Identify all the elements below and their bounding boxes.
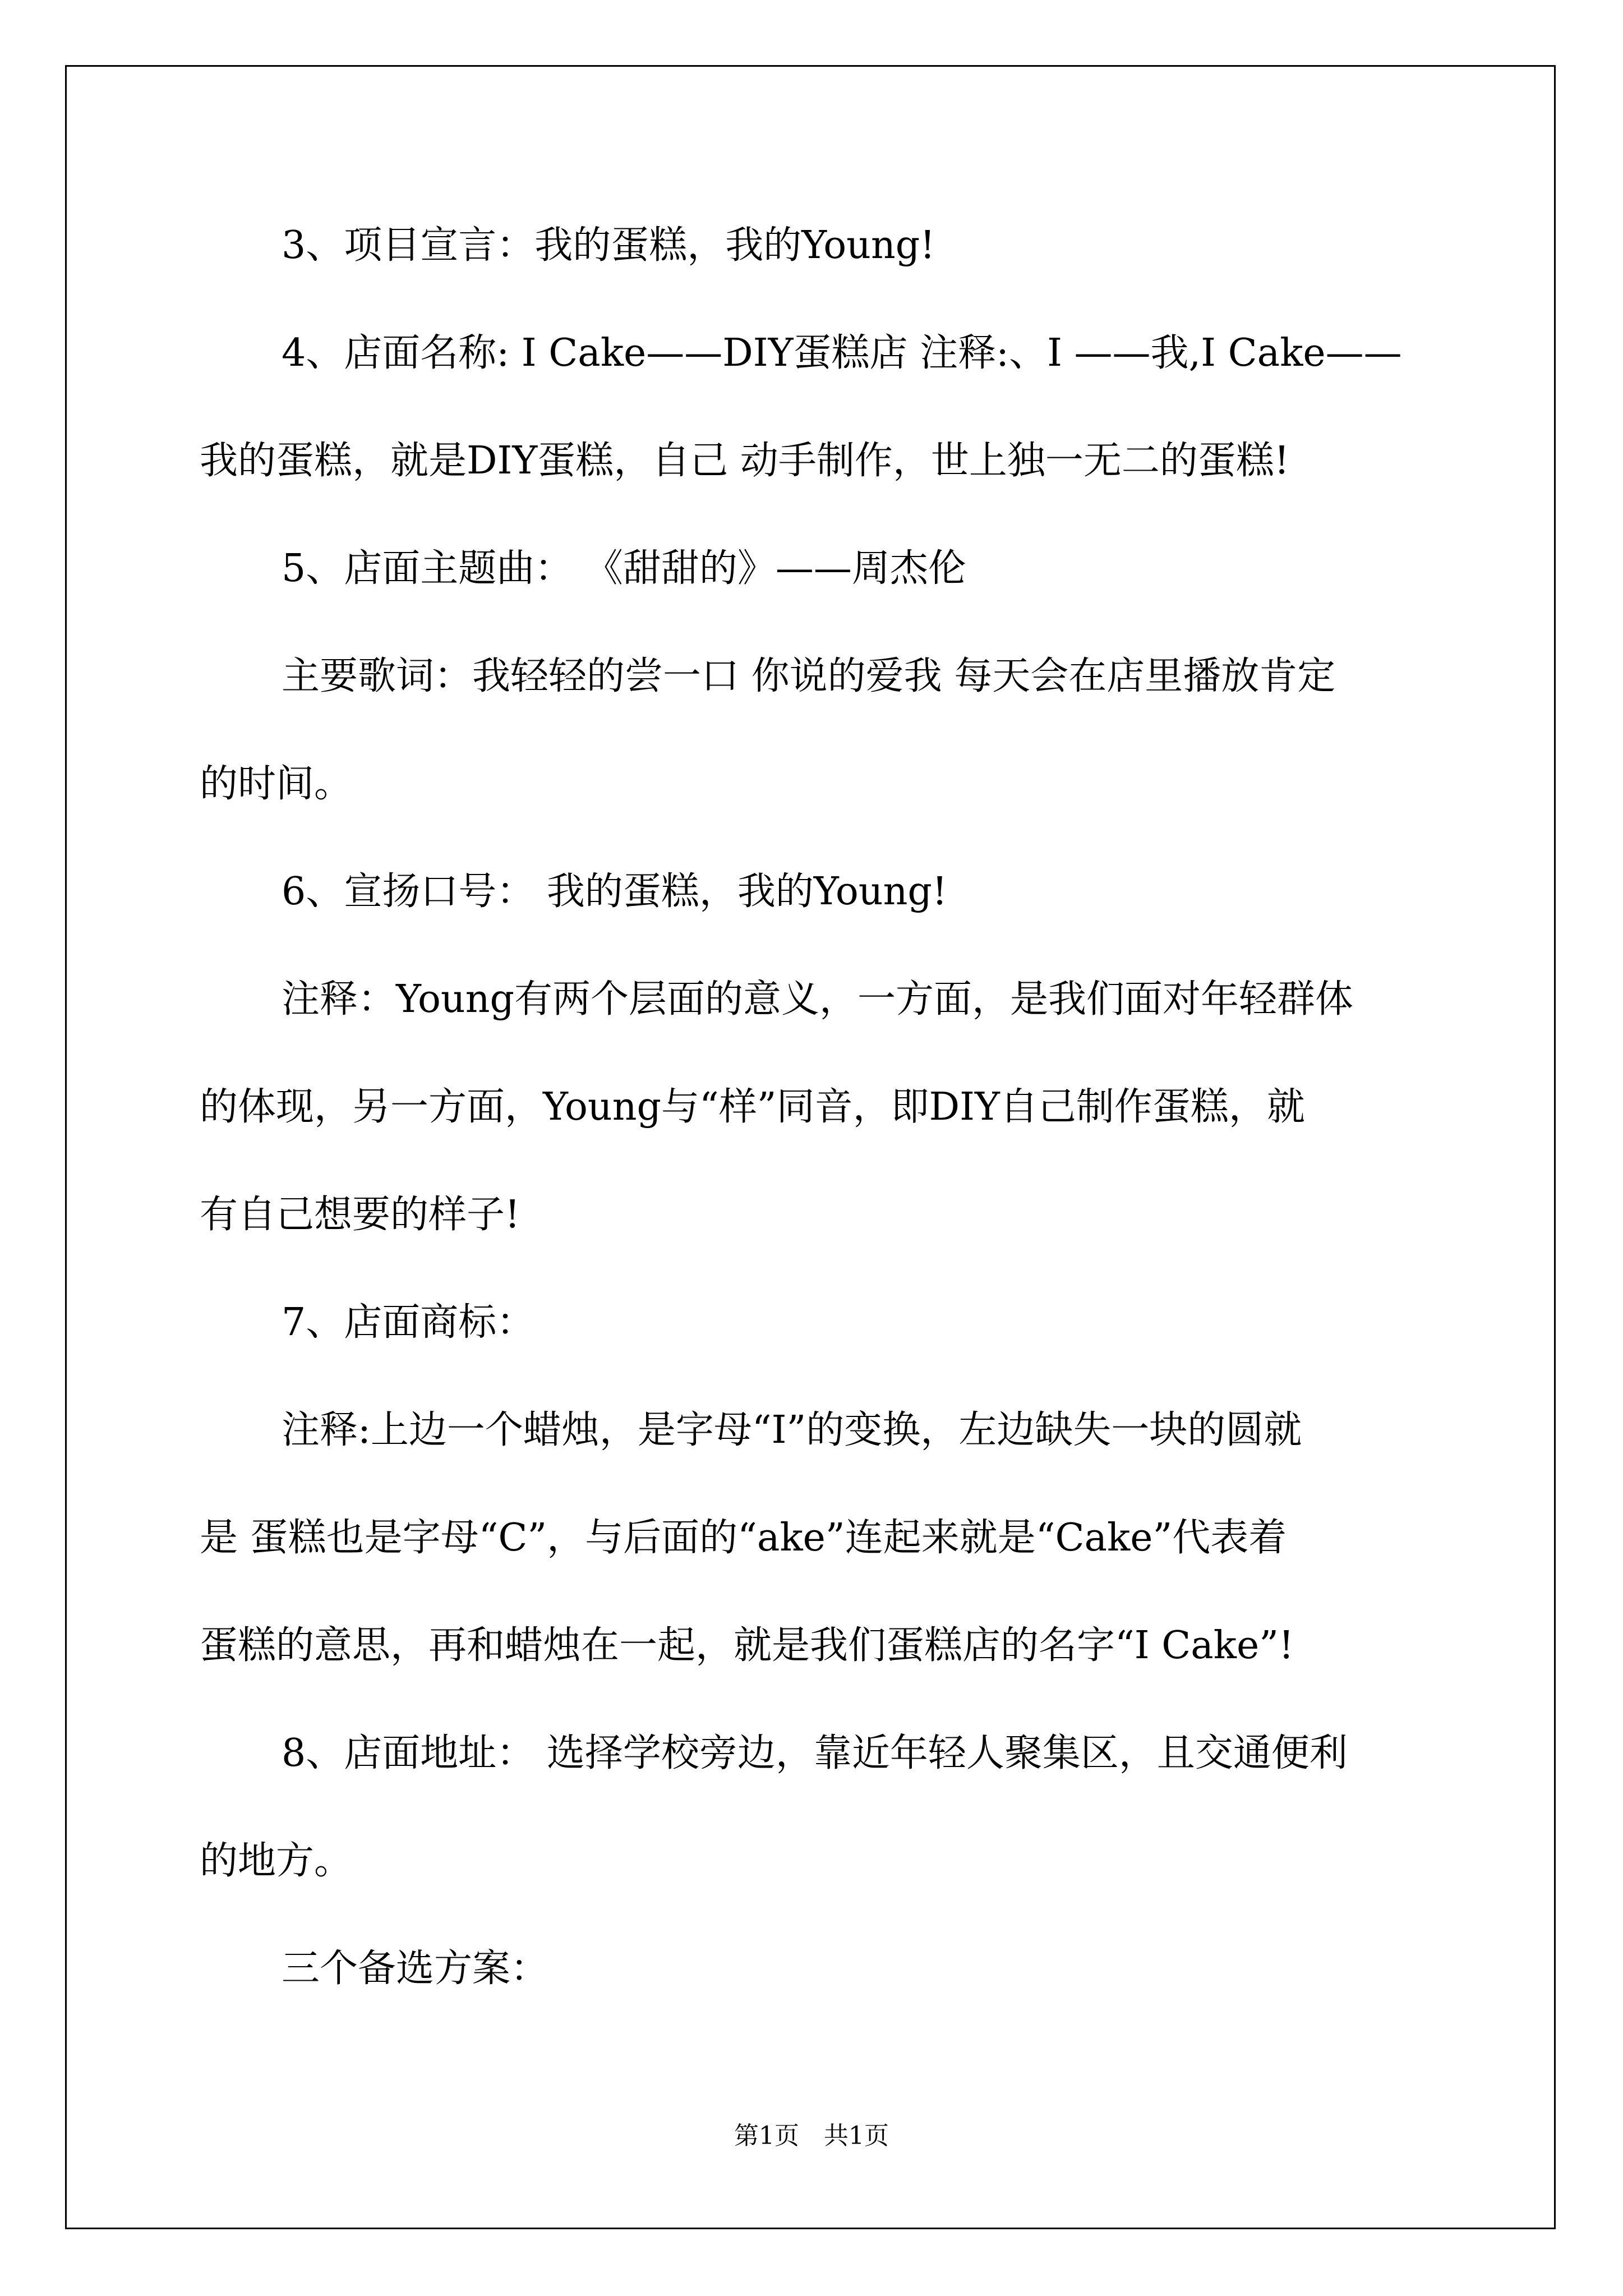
- paragraph-lyrics-cont: 的时间。: [200, 762, 353, 806]
- paragraph-young-note-cont-2: 有自己想要的样子!: [200, 1193, 520, 1237]
- paragraph-lyrics: 主要歌词：我轻轻的尝一口 你说的爱我 每天会在店里播放肯定: [282, 654, 1336, 698]
- paragraph-logo-note-cont-2: 蛋糕的意思，再和蜡烛在一起，就是我们蛋糕店的名字“I Cake”!: [200, 1623, 1294, 1668]
- paragraph-store-name: 4、店面名称: I Cake——DIY蛋糕店 注释:、I ——我,I Cake——: [282, 331, 1402, 375]
- page-number-footer: 第1页 共1页: [734, 2122, 889, 2150]
- paragraph-logo-note: 注释:上边一个蜡烛，是字母“I”的变换，左边缺失一块的圆就: [282, 1408, 1302, 1452]
- document-body: [200, 219, 1428, 1996]
- paragraph-store-name-cont: 我的蛋糕，就是DIY蛋糕，自己 动手制作，世上独一无二的蛋糕!: [200, 439, 1290, 483]
- paragraph-logo: 7、店面商标：: [282, 1300, 535, 1345]
- paragraph-options: 三个备选方案：: [282, 1947, 549, 1991]
- paragraph-promo-slogan: 6、宣扬口号： 我的蛋糕，我的Young!: [282, 869, 948, 914]
- paragraph-address: 8、店面地址： 选择学校旁边，靠近年轻人聚集区，且交通便利: [282, 1731, 1348, 1775]
- paragraph-young-note: 注释：Young有两个层面的意义，一方面，是我们面对年轻群体: [282, 977, 1354, 1022]
- paragraph-theme-song: 5、店面主题曲： 《甜甜的》——周杰伦: [282, 546, 966, 591]
- paragraph-slogan: 3、项目宣言：我的蛋糕，我的Young!: [282, 223, 935, 268]
- paragraph-young-note-cont-1: 的体现，另一方面，Young与“样”同音，即DIY自己制作蛋糕，就: [200, 1085, 1305, 1129]
- paragraph-logo-note-cont-1: 是 蛋糕也是字母“C”，与后面的“ake”连起来就是“Cake”代表着: [200, 1516, 1287, 1560]
- paragraph-address-cont: 的地方。: [200, 1839, 353, 1883]
